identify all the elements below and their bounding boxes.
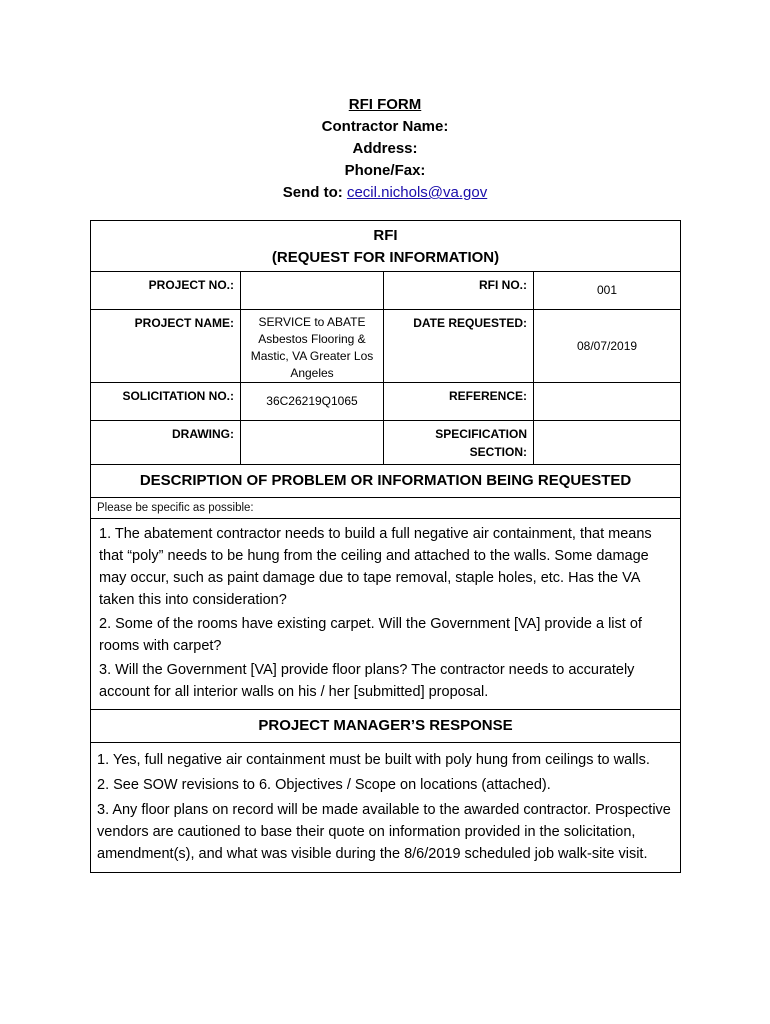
description-body-row xyxy=(91,519,681,710)
drawing-row xyxy=(91,421,681,465)
project-name-label: PROJECT NAME: xyxy=(91,310,241,383)
description-body[interactable] xyxy=(91,519,681,710)
project-name-field[interactable]: SERVICE to ABATE Asbestos Flooring & Mastic, VA Greater Los Angeles xyxy=(241,310,384,383)
solicitation-no-label: SOLICITATION NO.: xyxy=(91,383,241,421)
date-requested-label: DATE REQUESTED: xyxy=(384,310,534,383)
reference-field[interactable] xyxy=(534,383,681,421)
solicitation-no-field[interactable]: 36C26219Q1065 xyxy=(241,383,384,421)
rfi-no-label: RFI NO.: xyxy=(384,272,534,310)
date-requested-field[interactable]: 08/07/2019 xyxy=(534,310,681,383)
project-no-row xyxy=(91,272,681,310)
drawing-field[interactable] xyxy=(241,421,384,465)
rfi-title-cell xyxy=(91,221,681,272)
reference-label: REFERENCE: xyxy=(384,383,534,421)
description-item-1: 1. The abatement contractor needs to build a full negative air containment, that means that “poly” needs to be hung from the ceiling and attached to the walls. Some damage may occur, such as paint damage due to tape removal, staple holes, etc. Has the VA taken this into consideration? xyxy=(99,526,652,608)
response-body[interactable] xyxy=(91,743,681,873)
phone-fax-label: Phone/Fax: xyxy=(344,162,426,179)
rfi-title: RFI xyxy=(373,227,398,244)
specification-section-label: SPECIFICATION SECTION: xyxy=(384,421,534,465)
description-note-row xyxy=(91,498,681,519)
rfi-no-field[interactable]: 001 xyxy=(534,272,681,310)
address-label: Address: xyxy=(352,140,418,157)
description-item-2: 2. Some of the rooms have existing carpet. Will the Government [VA] provide a list of rooms with carpet? xyxy=(99,616,642,654)
send-to-label: Send to: xyxy=(282,184,343,201)
specification-section-field[interactable] xyxy=(534,421,681,465)
form-header xyxy=(0,94,770,204)
rfi-title-row xyxy=(91,221,681,272)
drawing-label: DRAWING: xyxy=(91,421,241,465)
response-title-row xyxy=(91,710,681,743)
response-item-3: 3. Any floor plans on record will be made available to the awarded contractor. Prospective vendors are cautioned to base their quote on information provided in the solicitation, amendment(s), and what was visible during the 8/6/2019 scheduled job walk-site visit. xyxy=(97,802,671,862)
project-no-field[interactable] xyxy=(241,272,384,310)
description-title-row xyxy=(91,465,681,498)
response-item-1: 1. Yes, full negative air containment must be built with poly hung from ceilings to walls. xyxy=(97,752,650,768)
form-title: RFI FORM xyxy=(348,96,422,113)
rfi-form-table xyxy=(90,220,681,873)
project-name-row xyxy=(91,310,681,383)
response-item-2: 2. See SOW revisions to 6. Objectives / Scope on locations (attached). xyxy=(97,777,551,793)
send-to-email-link[interactable]: cecil.nichols@va.gov xyxy=(346,184,488,201)
description-item-3: 3. Will the Government [VA] provide floor plans? The contractor needs to accurately account for all interior walls on his / her [submitted] proposal. xyxy=(99,662,635,700)
response-title: PROJECT MANAGER’S RESPONSE xyxy=(91,710,681,743)
contractor-name-label: Contractor Name: xyxy=(321,118,449,135)
description-note: Please be specific as possible: xyxy=(91,498,681,519)
description-title: DESCRIPTION OF PROBLEM OR INFORMATION BEING REQUESTED xyxy=(91,465,681,498)
send-to-line xyxy=(0,182,770,204)
rfi-subtitle: (REQUEST FOR INFORMATION) xyxy=(271,249,500,266)
response-body-row xyxy=(91,743,681,873)
solicitation-row xyxy=(91,383,681,421)
project-no-label: PROJECT NO.: xyxy=(91,272,241,310)
